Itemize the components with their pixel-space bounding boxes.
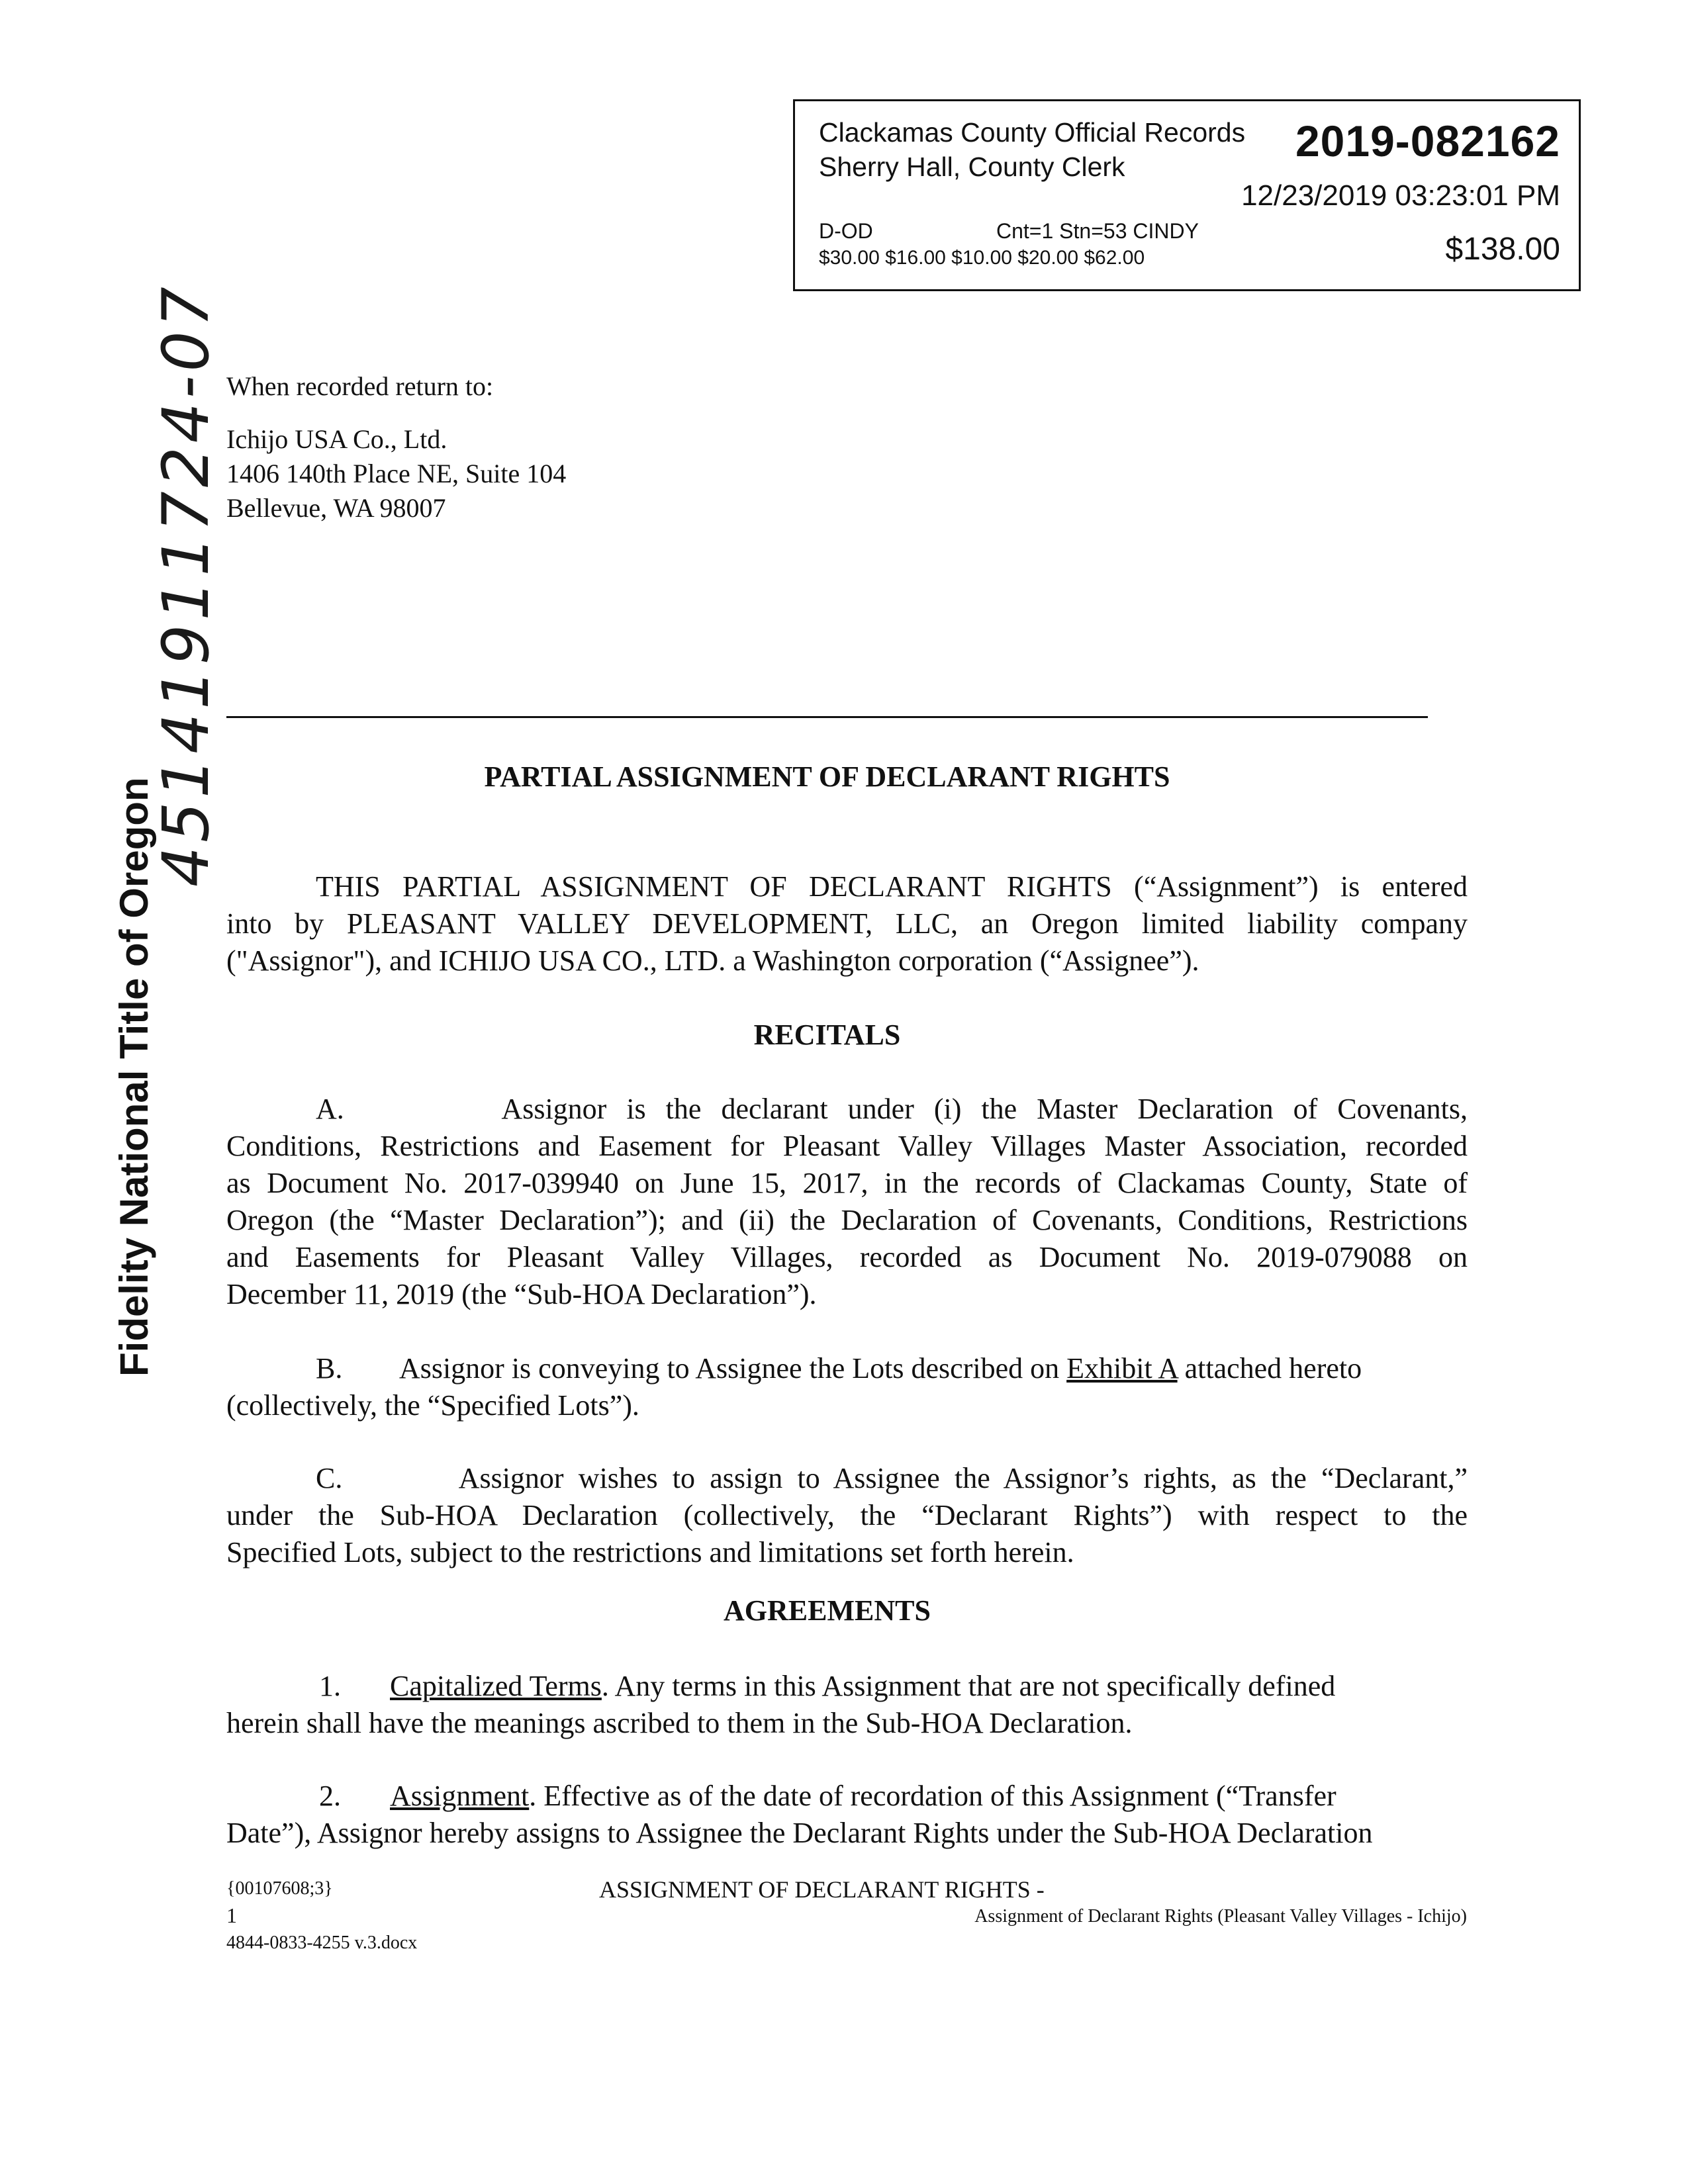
footer-doc-id: {00107608;3} [226, 1878, 333, 1899]
agreement-1-line: herein shall have the meanings ascribed to them in the Sub-HOA Declaration. [226, 1707, 1133, 1739]
agreements-heading: AGREEMENTS [724, 1594, 931, 1627]
intro-line: ("Assignor"), and ICHIJO USA CO., LTD. a Washington corporation (“Assignee”). [226, 944, 1199, 977]
footer-short-title: Assignment of Declarant Rights (Pleasant Valley Villages - Ichijo) [974, 1906, 1467, 1927]
recital-a-line: Oregon (the “Master Declaration”); and (ii) the Declaration of Covenants, Conditions, Restrictions [226, 1204, 1468, 1236]
intro-line: THIS PARTIAL ASSIGNMENT OF DECLARANT RIGHTS (“Assignment”) is entered [316, 870, 1468, 903]
recital-b-line [226, 1350, 1468, 1387]
agreement-1-line [226, 1668, 1468, 1705]
return-to-street: 1406 140th Place NE, Suite 104 [226, 459, 567, 488]
footer-header-title: ASSIGNMENT OF DECLARANT RIGHTS - [599, 1876, 1045, 1903]
capitalized-terms-heading: Capitalized Terms [390, 1670, 602, 1702]
recital-a-line: December 11, 2019 (the “Sub-HOA Declaration”). [226, 1278, 817, 1310]
recital-b-text: B. Assignor is conveying to Assignee the Lots described on [316, 1352, 1067, 1385]
handwritten-order-number: 45141911724-07 [149, 283, 223, 887]
assignment-heading: Assignment [390, 1780, 530, 1812]
exhibit-a-reference: Exhibit A [1066, 1352, 1178, 1385]
recital-a-line: as Document No. 2017-039940 on June 15, 2017, in the records of Clackamas County, State of [226, 1167, 1468, 1199]
document-title: PARTIAL ASSIGNMENT OF DECLARANT RIGHTS [484, 760, 1170, 793]
stamp-count-station: Cnt=1 Stn=53 CINDY [996, 219, 1199, 243]
agreement-1-number: 1. [319, 1670, 341, 1702]
recital-c-line: under the Sub-HOA Declaration (collectively, the “Declarant Rights”) with respect to the [226, 1499, 1468, 1531]
agreement-2-line: Date”), Assignor hereby assigns to Assignee the Declarant Rights under the Sub-HOA Declaration [226, 1817, 1373, 1849]
recital-c [226, 1460, 1468, 1571]
title-company-label: Fidelity National Title of Oregon [112, 777, 156, 1377]
recital-b [226, 1350, 1468, 1424]
intro-paragraph [226, 868, 1468, 979]
divider-rule [226, 716, 1428, 718]
agreement-1-text: . Any terms in this Assignment that are not specifically defined [601, 1670, 1336, 1702]
agreement-2-number: 2. [319, 1780, 341, 1812]
return-to-name: Ichijo USA Co., Ltd. [226, 424, 447, 454]
stamp-document-number: 2019-082162 [1295, 116, 1560, 165]
stamp-fees: $30.00 $16.00 $10.00 $20.00 $62.00 [819, 247, 1145, 269]
recital-c-line: Specified Lots, subject to the restrictions and limitations set forth herein. [226, 1536, 1074, 1569]
stamp-total: $138.00 [1445, 232, 1560, 267]
recital-c-line: C. Assignor wishes to assign to Assignee the Assignor’s rights, as the “Declarant,” [316, 1462, 1468, 1494]
return-to-label: When recorded return to: [226, 371, 494, 401]
return-to-city: Bellevue, WA 98007 [226, 493, 446, 523]
recording-stamp [793, 99, 1581, 291]
recitals-heading: RECITALS [753, 1019, 901, 1051]
stamp-datetime: 12/23/2019 03:23:01 PM [1241, 179, 1560, 212]
stamp-clerk: Sherry Hall, County Clerk [819, 152, 1125, 182]
footer-page-number: 1 [226, 1903, 237, 1927]
agreement-1 [226, 1668, 1468, 1742]
recital-a-line: Conditions, Restrictions and Easement for Pleasant Valley Villages Master Association, recorded [226, 1130, 1468, 1162]
recital-b-text: attached hereto [1177, 1352, 1362, 1385]
agreement-2 [226, 1778, 1468, 1852]
recital-a-line: A. Assignor is the declarant under (i) the Master Declaration of Covenants, [316, 1093, 1468, 1125]
recital-b-line: (collectively, the “Specified Lots”). [226, 1389, 639, 1422]
footer-file-name: 4844-0833-4255 v.3.docx [226, 1933, 418, 1953]
agreement-2-text: . Effective as of the date of recordation of this Assignment (“Transfer [529, 1780, 1336, 1812]
agreement-2-line [226, 1778, 1468, 1815]
stamp-doc-code: D-OD [819, 219, 873, 243]
stamp-office: Clackamas County Official Records [819, 117, 1246, 148]
recital-a [226, 1091, 1468, 1313]
intro-line: into by PLEASANT VALLEY DEVELOPMENT, LLC, an Oregon limited liability company [226, 907, 1468, 940]
recital-a-line: and Easements for Pleasant Valley Villages, recorded as Document No. 2019-079088 on [226, 1241, 1468, 1273]
